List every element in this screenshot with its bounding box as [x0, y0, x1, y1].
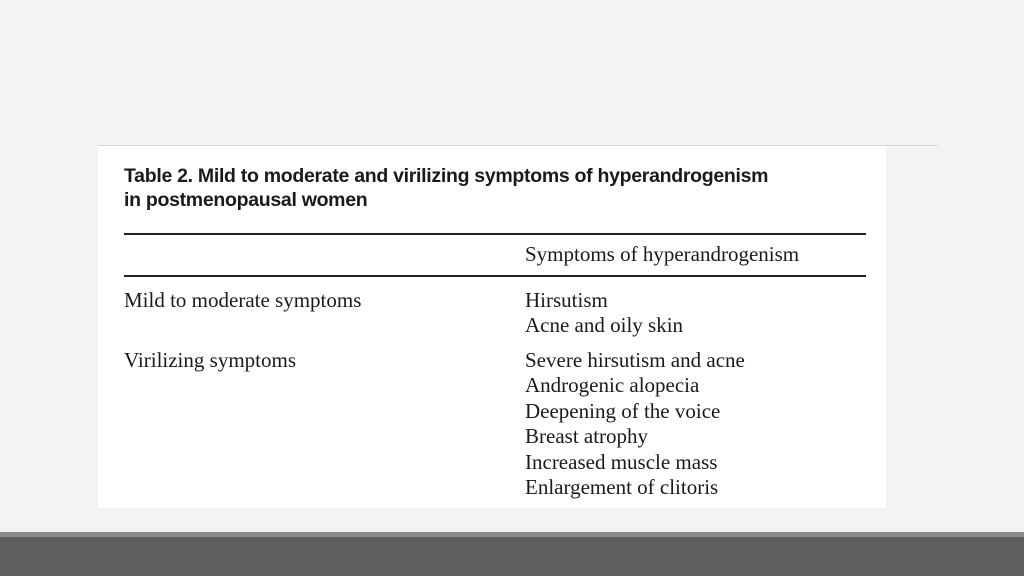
symptom-item: Breast atrophy	[525, 424, 649, 449]
row-label-virilizing: Virilizing symptoms	[124, 348, 296, 372]
symptom-item: Hirsutism	[525, 288, 608, 312]
column-header: Symptoms of hyperandrogenism	[525, 242, 800, 266]
table-figure	[98, 146, 886, 508]
symptom-item: Deepening of the voice	[525, 398, 721, 423]
row-label-mild: Mild to moderate symptoms	[124, 288, 362, 312]
table-header-rule	[124, 275, 866, 277]
footer-accent-strip	[0, 532, 1024, 537]
table-top-rule	[124, 233, 866, 235]
symptom-item: Enlargement of clitoris	[525, 475, 719, 500]
table-caption	[124, 164, 874, 212]
symptom-item: Androgenic alopecia	[525, 373, 700, 398]
symptom-item: Increased muscle mass	[525, 449, 718, 474]
symptom-list-virilizing	[525, 348, 745, 500]
symptom-item: Severe hirsutism and acne	[525, 348, 745, 372]
caption-line-2: in postmenopausal women	[124, 189, 368, 211]
caption-line-1: Table 2. Mild to moderate and virilizing symptoms of hyperandrogenism	[124, 165, 769, 187]
footer-bar	[0, 532, 1024, 576]
symptom-list-mild	[525, 288, 683, 339]
symptom-item: Acne and oily skin	[525, 313, 684, 338]
